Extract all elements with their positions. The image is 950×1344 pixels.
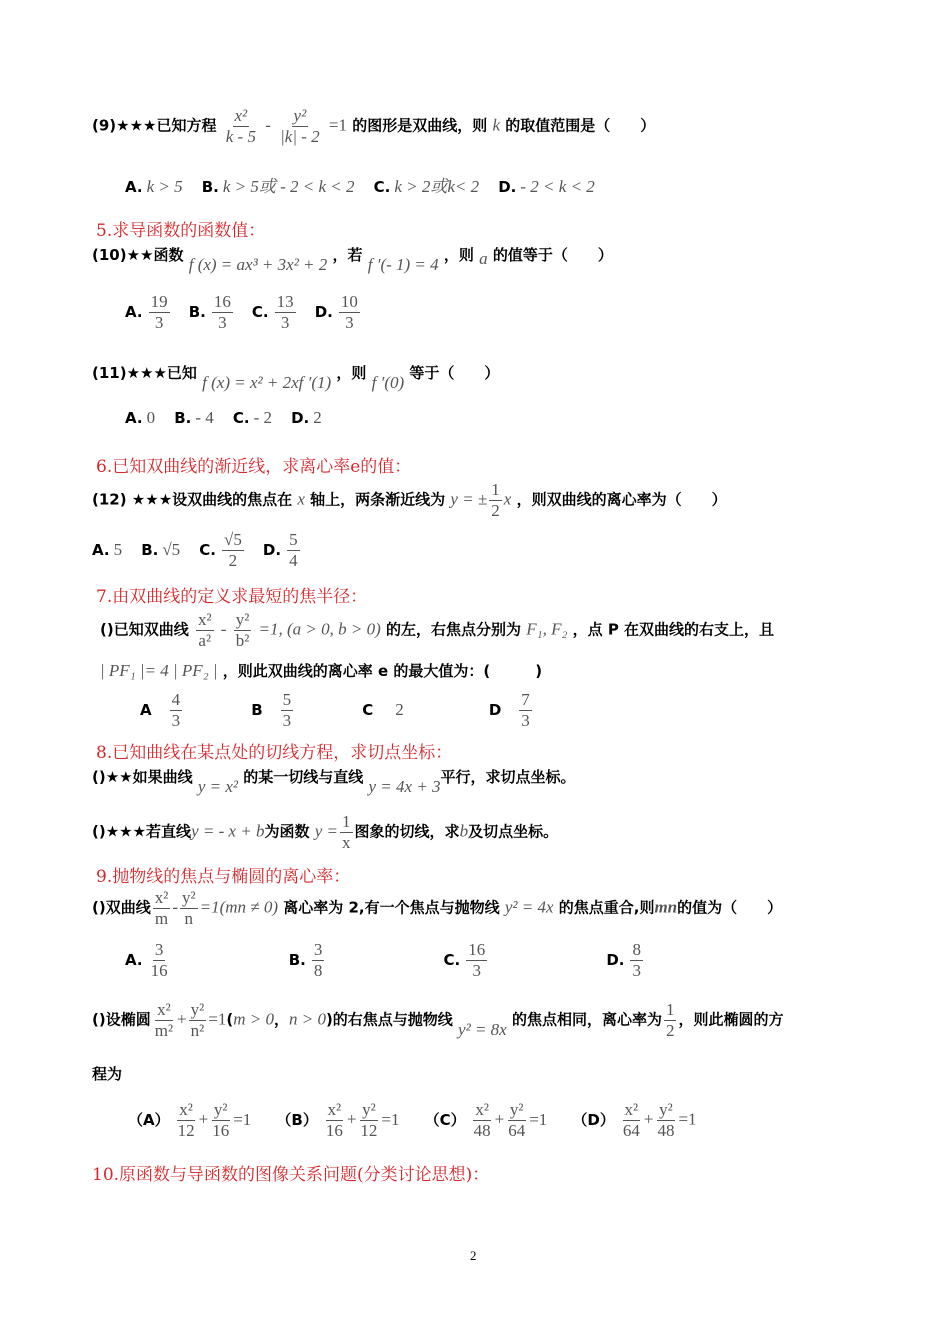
question-17-line2: 程为 xyxy=(92,1065,123,1083)
question-9: (9)★★★已知方程 $\frac{\text{x²}}{k - 5}$ - $\frac{\text{y²}}{|k| - 2}$ =1 的图形是双曲线，则 k 的取值范围是（ ） xyxy=(92,106,656,146)
section-8-heading: 8.已知曲线在某点处的切线方程，求切点坐标： xyxy=(96,743,453,763)
section-6-heading: 6.已知双曲线的渐近线，求离心率e的值： xyxy=(96,457,412,477)
section-5-heading: 5.求导函数的函数值： xyxy=(96,221,266,241)
question-16: ()双曲线 $\frac{\text{x²}}{m}$ - $\frac{\text{y²}}{n}$ =1(mn ≠ 0) 离心率为 2,有一个焦点与抛物线 y² = 4x 的焦点重合,则mn的值为（ ） xyxy=(92,888,783,928)
q10-options: A. $\frac{19}{3}$ B. $\frac{16}{3}$ C. $\frac{13}{3}$ D. $\frac{10}{3}$ xyxy=(125,292,358,332)
q9-fraction-2: $\frac{\text{y²}}{|k| - 2}$ xyxy=(280,106,320,146)
q9-fraction-1: $\frac{\text{x²}}{k - 5}$ xyxy=(225,106,256,146)
question-13: ()已知双曲线 $\frac{\text{x²}}{\text{a²}}$ - $\frac{\text{y²}}{\text{b²}}$ =1, (a > 0, b > 0) 的左，右焦点分别为 F₁, F₂ ，点 P 在双曲线的右支上，且 xyxy=(100,610,775,650)
question-12: (12) ★★★设双曲线的焦点在 x 轴上，两条渐近线为 y = ± $\frac{1}{2}$ x ，则双曲线的离心率为（ ） xyxy=(92,480,727,520)
section-10-heading: 10.原函数与导函数的图像关系问题(分类讨论思想)： xyxy=(92,1165,490,1185)
q17-options: （A） $\frac{\text{x²}}{12}$ + $\frac{\text{y²}}{16}$ =1 （B） $\frac{\text{x²}}{16}$ + $\frac{\text{y²}}{12}$ =1 （C） $\frac{\text{x²}}{48}$ + $\frac{\text{y²}}{64}$ =1 （D） $\frac{\text{x²}}{64}$ + $\frac{\text{y²}}{48}$ =1 xyxy=(128,1100,697,1140)
q16-options: A. $\frac{3}{16}$ B. $\frac{3}{8}$ C. $\frac{16}{3}$ D. $\frac{8}{3}$ xyxy=(125,940,641,980)
q11-options: A. 0 B. - 4 C. - 2 D. 2 xyxy=(125,408,322,427)
page-number: 2 xyxy=(470,1248,477,1263)
question-11: (11)★★★已知 f (x) = x² + 2xf ′(1) ，则 f ′(0) 等于（ ） xyxy=(92,364,500,392)
question-13-line2: | PF₁ |= 4 | PF₂ | ，则此双曲线的离心率 e 的最大值为：( ) xyxy=(100,661,543,680)
q12-options: A. 5 B. √5 C. $\frac{√5}{2}$ D. $\frac{5}{4}$ xyxy=(92,530,298,570)
question-15: ()★★★若直线y = - x + b为函数 y = $\frac{1}{x}$ 图象的切线，求b及切点坐标。 xyxy=(92,812,559,852)
q9-prefix: (9)★★★已知方程 xyxy=(92,116,217,135)
section-9-heading: 9.抛物线的焦点与椭圆的离心率： xyxy=(96,867,351,887)
section-7-heading: 7.由双曲线的定义求最短的焦半径： xyxy=(96,587,368,607)
question-14: ()★★如果曲线 y = x² 的某一切线与直线 y = 4x + 3平行，求切点坐标。 xyxy=(92,768,576,796)
q13-options: A $\frac{4}{3}$ B $\frac{5}{3}$ C 2 D $\frac{7}{3}$ xyxy=(140,690,530,730)
q9-options: A. k > 5 B. k > 5或 - 2 < k < 2 C. k > 2或k< 2 D. - 2 < k < 2 xyxy=(125,177,595,196)
question-17: ()设椭圆 $\frac{\text{x²}}{\text{m²}}$ + $\frac{\text{y²}}{\text{n²}}$ =1(m > 0，n > 0)的右焦点与抛物线 y² = 8x 的焦点相同，离心率为 $\frac{1}{2}$ ，则此椭圆的方 xyxy=(92,1000,784,1040)
question-10: (10)★★函数 f (x) = ax³ + 3x² + 2 ，若 f ′(- 1) = 4 ，则 a 的值等于（ ） xyxy=(92,246,613,274)
